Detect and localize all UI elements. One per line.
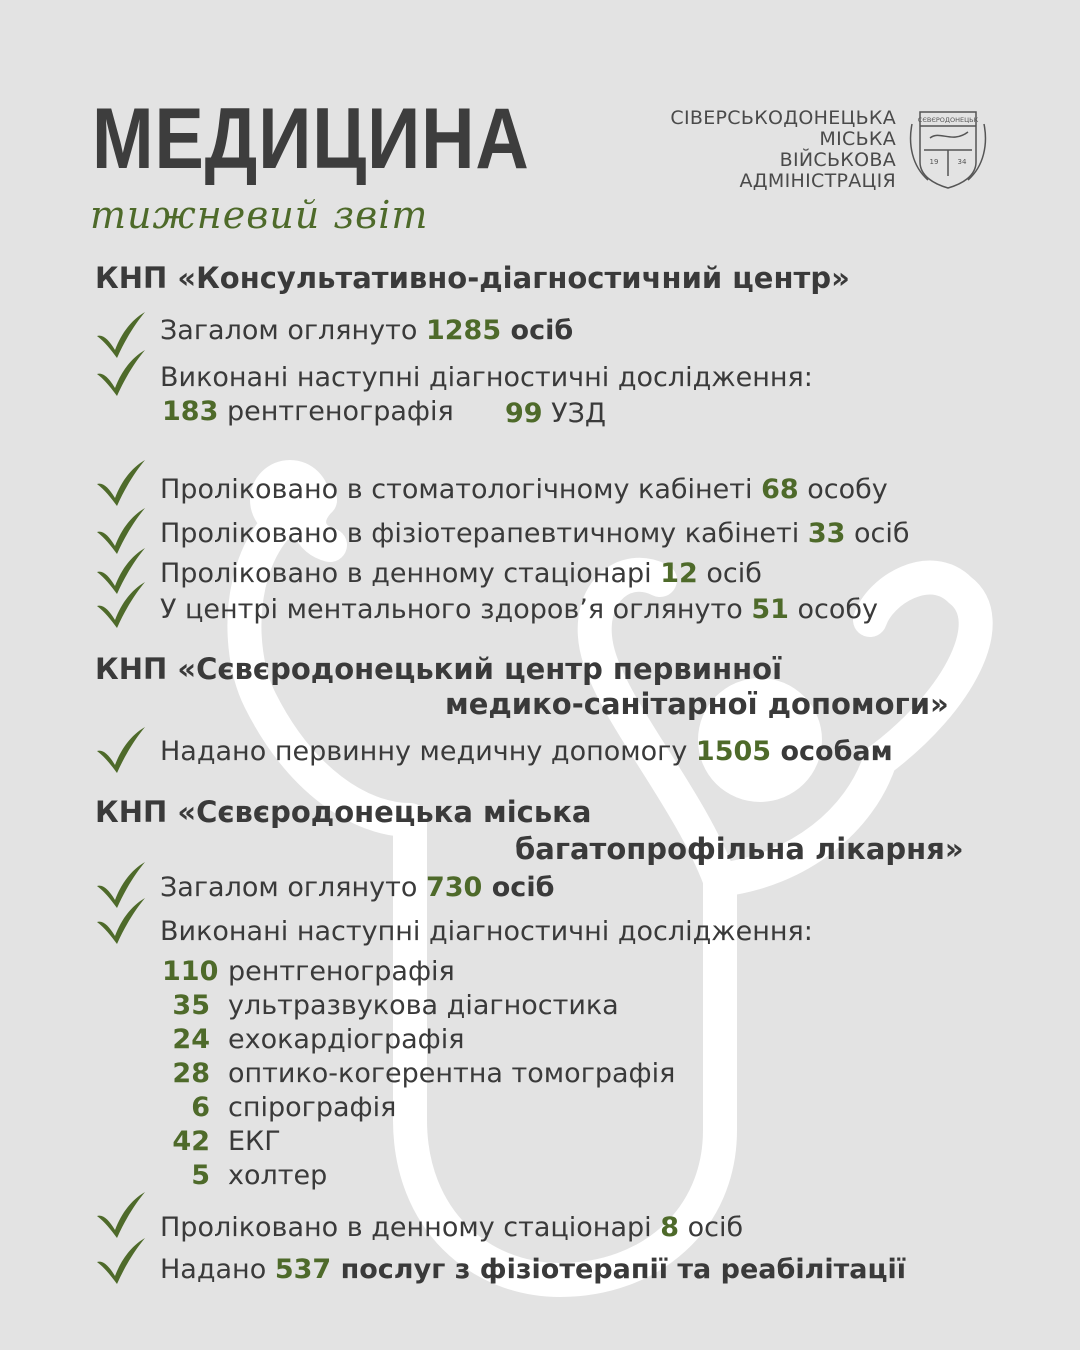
consult-diag-intro: Виконані наступні діагностичні дослідження: — [160, 362, 813, 393]
org-line: МІСЬКА — [819, 128, 896, 150]
check-icon — [95, 725, 147, 775]
section-title-primary-care-line2: медико-санітарної допомоги» — [445, 687, 949, 721]
section-title-hospital-line1: КНП «Сєвєродонецька міська — [95, 795, 592, 829]
consult-total: Загалом оглянуто 1285 осіб — [160, 315, 574, 346]
emblem-text: СЄВЄРОДОНЕЦЬК — [917, 116, 979, 124]
list-item: 5 холтер — [191, 1160, 328, 1191]
hospital-diagnostics-list — [162, 958, 675, 1196]
list-item: 6 спірографія — [191, 1092, 397, 1123]
emblem-year-left: 19 — [929, 158, 939, 166]
org-line: ВІЙСЬКОВА — [779, 149, 896, 171]
section-title-consult-center: КНП «Консультативно-діагностичний центр» — [95, 261, 850, 295]
org-line: АДМІНІСТРАЦІЯ — [739, 170, 896, 192]
check-icon — [95, 1190, 147, 1240]
primary-care-total: Надано первинну медичну допомогу 1505 особам — [160, 736, 893, 767]
consult-day-hospital: Проліковано в денному стаціонарі 12 осіб — [160, 558, 762, 589]
page-title: МЕДИЦИНА — [92, 91, 530, 187]
check-icon — [95, 348, 147, 398]
consult-mental-health: У центрі ментального здоров’я оглянуто 51 особу — [160, 594, 879, 625]
organization-name — [670, 108, 896, 192]
check-icon — [95, 1236, 147, 1286]
list-item: 110 рентгенографія — [162, 956, 455, 987]
consult-physio: Проліковано в фізіотерапевтичному кабінеті 33 осіб — [160, 518, 910, 549]
consult-dental: Проліковано в стоматологічному кабінеті 68 особу — [160, 474, 888, 505]
consult-diag-xray: 183 рентгенографія — [162, 396, 454, 427]
page-subtitle: тижневий звіт — [90, 193, 429, 237]
list-item: 42 ЕКГ — [172, 1126, 281, 1157]
city-emblem-icon — [906, 104, 990, 190]
list-item: 35 ультразвукова діагностика — [172, 990, 619, 1021]
section-title-primary-care-line1: КНП «Сєвєродонецький центр первинної — [95, 652, 783, 686]
hospital-diag-intro: Виконані наступні діагностичні дослідження: — [160, 916, 813, 947]
hospital-day-hospital: Проліковано в денному стаціонарі 8 осіб — [160, 1212, 744, 1243]
org-line: СІВЕРСЬКОДОНЕЦЬКА — [670, 107, 896, 129]
section-title-hospital-line2: багатопрофільна лікарня» — [515, 832, 964, 866]
list-item: 28 оптико-когерентна томографія — [172, 1058, 676, 1089]
consult-diag-ultrasound: 99 УЗД — [505, 398, 607, 429]
check-icon — [95, 580, 147, 630]
hospital-total: Загалом оглянуто 730 осіб — [160, 872, 555, 903]
check-icon — [95, 896, 147, 946]
check-icon — [95, 458, 147, 508]
list-item: 24 ехокардіографія — [172, 1024, 465, 1055]
hospital-rehab: Надано 537 послуг з фізіотерапії та реабілітації — [160, 1254, 907, 1285]
emblem-year-right: 34 — [957, 158, 967, 166]
